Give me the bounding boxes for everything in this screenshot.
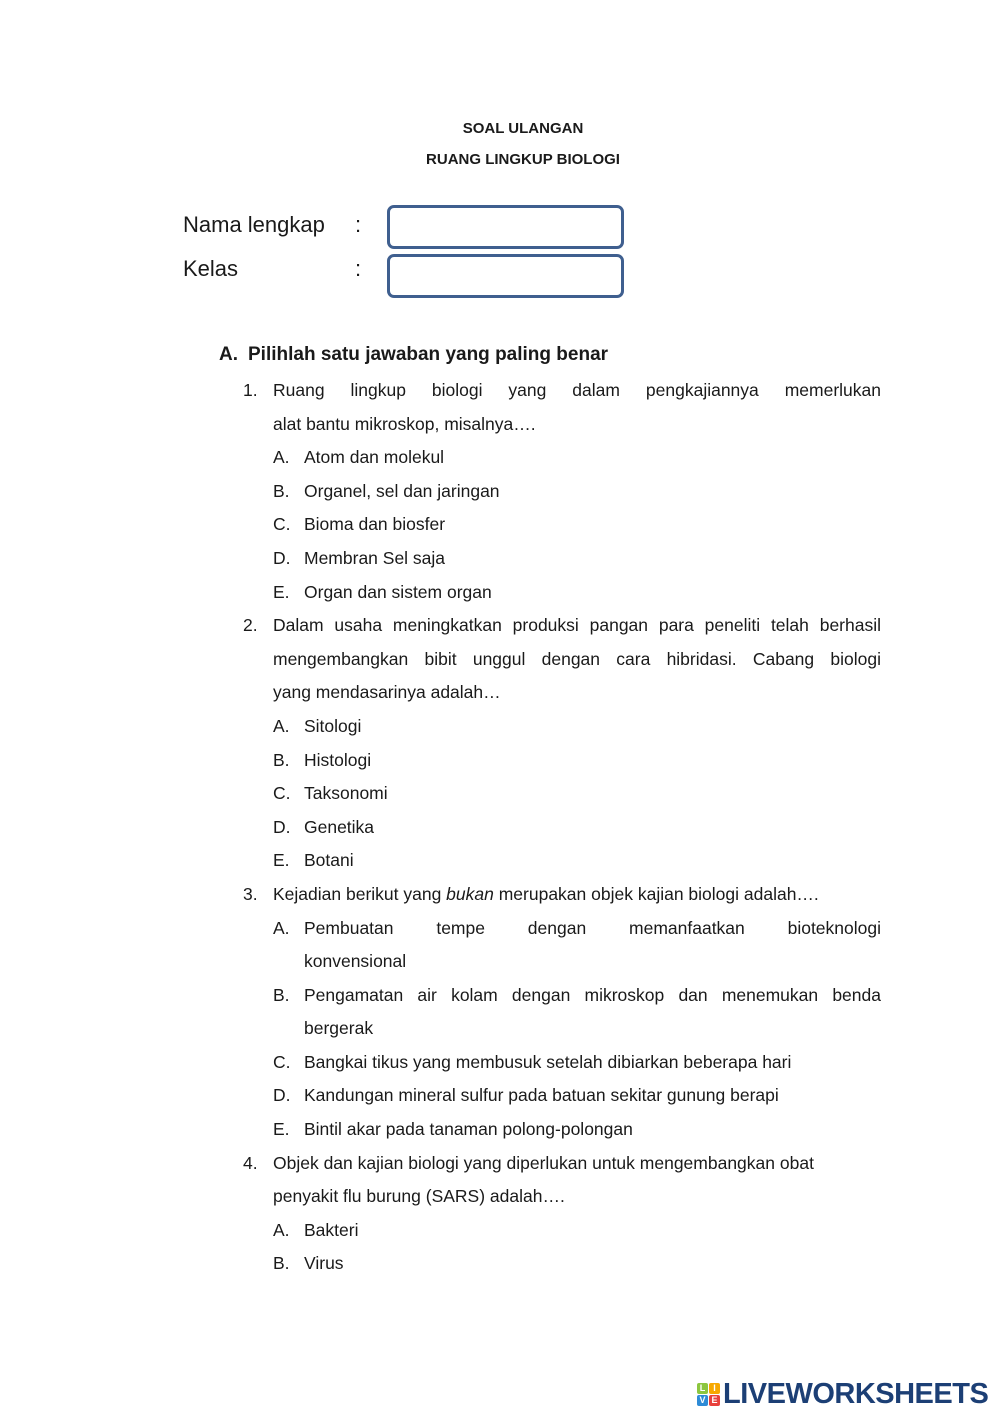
question-line [0, 878, 1000, 912]
option-text: Bangkai tikus yang membusuk setelah dibiarkan beberapa hari [304, 1051, 792, 1072]
answer-option[interactable] [0, 441, 1000, 475]
question-text: Dalam usaha meningkatkan produksi pangan para peneliti telah berhasil [273, 615, 881, 636]
question-number: 3. [243, 883, 258, 904]
option-letter: D. [273, 816, 291, 837]
question-line [0, 1180, 1000, 1214]
answer-option[interactable] [0, 1113, 1000, 1147]
option-text: Botani [304, 850, 354, 871]
question-line [0, 643, 1000, 677]
answer-option[interactable] [0, 979, 1000, 1013]
answer-option[interactable] [0, 710, 1000, 744]
answer-option [0, 945, 1000, 979]
name-label: Nama lengkap [183, 212, 325, 237]
liveworksheets-logo [697, 1378, 988, 1411]
option-letter: C. [273, 514, 291, 535]
option-letter: B. [273, 480, 290, 501]
class-input[interactable] [387, 254, 624, 298]
option-text: Histologi [304, 749, 372, 770]
logo-cube: V [697, 1395, 708, 1406]
class-label: Kelas [183, 256, 239, 281]
option-text: Bioma dan biosfer [304, 514, 446, 535]
option-text: Bintil akar pada tanaman polong-polongan [304, 1119, 633, 1140]
option-letter: C. [273, 1051, 291, 1072]
option-letter: E. [273, 581, 290, 602]
option-text: konvensional [304, 951, 407, 972]
answer-option[interactable] [0, 912, 1000, 946]
answer-option[interactable] [0, 811, 1000, 845]
logo-cube: E [709, 1395, 720, 1406]
question-number: 4. [243, 1152, 258, 1173]
option-letter: D. [273, 547, 291, 568]
option-text: Organ dan sistem organ [304, 581, 492, 602]
option-text: bergerak [304, 1018, 374, 1039]
answer-option[interactable] [0, 844, 1000, 878]
option-text: Atom dan molekul [304, 447, 445, 468]
section-letter: A. [219, 344, 238, 365]
option-letter: B. [273, 749, 290, 770]
question [0, 609, 1000, 878]
answer-option[interactable] [0, 744, 1000, 778]
question-line [0, 676, 1000, 710]
answer-option[interactable] [0, 1214, 1000, 1248]
option-text: Taksonomi [304, 783, 388, 804]
logo-cubes-icon [697, 1383, 720, 1406]
question-list [0, 374, 1000, 1281]
option-letter: A. [273, 917, 290, 938]
logo-text: LIVEWORKSHEETS [723, 1378, 989, 1410]
question-text: Objek dan kajian biologi yang diperlukan untuk mengembangkan obat [273, 1152, 814, 1173]
answer-option[interactable] [0, 1247, 1000, 1281]
class-colon: : [355, 256, 362, 281]
question-text: Kejadian berikut yang bukan merupakan objek kajian biologi adalah…. [273, 883, 819, 904]
question [0, 1147, 1000, 1281]
option-text: Sitologi [304, 715, 362, 736]
name-colon: : [355, 212, 362, 237]
section-title: Pilihlah satu jawaban yang paling benar [248, 344, 609, 365]
question-number: 2. [243, 615, 258, 636]
answer-option[interactable] [0, 777, 1000, 811]
option-text: Pembuatan tempe dengan memanfaatkan bioteknologi [304, 917, 881, 938]
option-letter: C. [273, 783, 291, 804]
question-text: penyakit flu burung (SARS) adalah…. [273, 1186, 565, 1207]
answer-option[interactable] [0, 508, 1000, 542]
answer-option[interactable] [0, 475, 1000, 509]
answer-option[interactable] [0, 1079, 1000, 1113]
question-line [0, 374, 1000, 408]
answer-option[interactable] [0, 1046, 1000, 1080]
question [0, 374, 1000, 609]
option-letter: B. [273, 1253, 290, 1274]
option-letter: A. [273, 447, 290, 468]
answer-option [0, 1012, 1000, 1046]
question-line [0, 609, 1000, 643]
worksheet-title: SOAL ULANGAN [462, 120, 584, 137]
question-text: Ruang lingkup biologi yang dalam pengkajiannya memerlukan [273, 380, 881, 400]
option-text: Kandungan mineral sulfur pada batuan sekitar gunung berapi [304, 1085, 779, 1106]
answer-option[interactable] [0, 576, 1000, 610]
question-line [0, 1147, 1000, 1181]
worksheet-subtitle: RUANG LINGKUP BIOLOGI [426, 151, 620, 168]
name-input[interactable] [387, 205, 624, 249]
question-text: yang mendasarinya adalah… [273, 682, 501, 703]
answer-option[interactable] [0, 542, 1000, 576]
option-text: Virus [304, 1253, 344, 1274]
question-text: alat bantu mikroskop, misalnya…. [273, 413, 536, 434]
option-letter: E. [273, 850, 290, 871]
question-number: 1. [243, 380, 258, 400]
question-line [0, 408, 1000, 442]
option-letter: E. [273, 1119, 290, 1140]
option-text: Organel, sel dan jaringan [304, 480, 500, 501]
option-text: Pengamatan air kolam dengan mikroskop dan menemukan benda [304, 984, 881, 1005]
option-letter: A. [273, 715, 290, 736]
option-letter: D. [273, 1085, 291, 1106]
option-text: Membran Sel saja [304, 547, 446, 568]
question-text: mengembangkan bibit unggul dengan cara hibridasi. Cabang biologi [273, 648, 881, 669]
option-letter: A. [273, 1219, 290, 1240]
option-text: Genetika [304, 816, 375, 837]
option-letter: B. [273, 984, 290, 1005]
logo-cube: I [709, 1383, 720, 1394]
option-text: Bakteri [304, 1219, 359, 1240]
logo-cube: L [697, 1383, 708, 1394]
question [0, 878, 1000, 1147]
